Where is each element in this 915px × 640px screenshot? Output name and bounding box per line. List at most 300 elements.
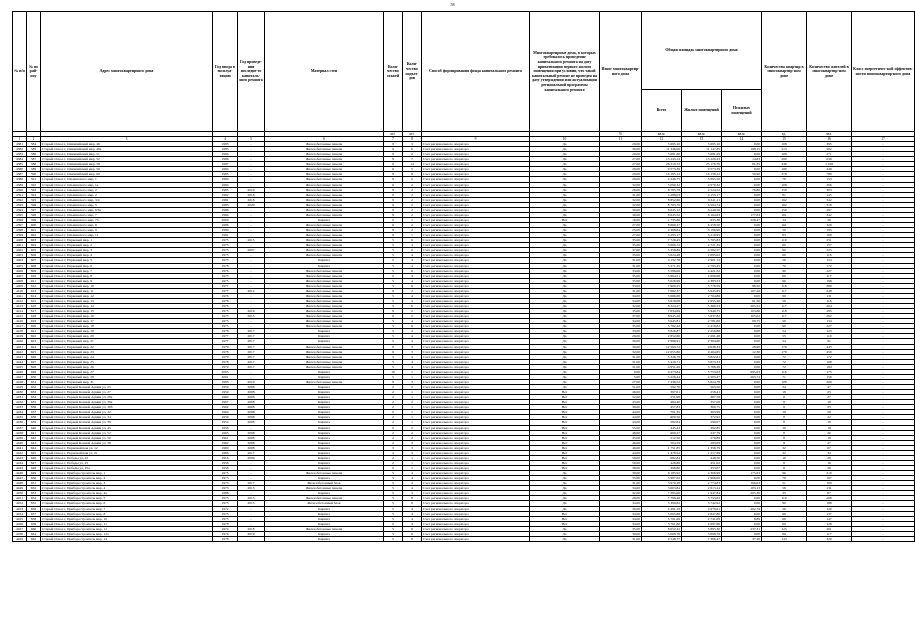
table-cell: 15 229,23 [682, 157, 722, 162]
column-number-cell: 2 [27, 137, 41, 142]
table-cell: 1962 [213, 440, 238, 445]
table-cell: 3 [384, 445, 403, 450]
table-cell: - [852, 334, 915, 339]
table-cell: 14 [762, 217, 807, 222]
table-cell: 137 [807, 511, 852, 516]
table-cell: Нет [530, 445, 600, 450]
table-cell: 248 [807, 288, 852, 293]
table-cell: 4458 [13, 531, 27, 536]
table-cell: 150 [807, 374, 852, 379]
table-cell: Старый Оскол г, Парковый мкр, 6 [41, 263, 213, 268]
table-cell: 31,00 [600, 536, 642, 541]
table-cell: 4 152,78 [642, 258, 682, 263]
table-cell: 4 419,82 [682, 324, 722, 329]
table-cell: Железобетонные панели [265, 207, 384, 212]
table-cell: - [852, 263, 915, 268]
header-area-total: Всего [642, 90, 682, 132]
table-cell: 35,00 [600, 309, 642, 314]
table-cell: 56 [762, 258, 807, 263]
table-cell: - [238, 258, 265, 263]
table-cell: Да [530, 253, 600, 258]
table-cell: Да [530, 531, 600, 536]
table-cell: 618 [27, 314, 41, 319]
table-cell: Да [530, 167, 600, 172]
table-cell: Старый Оскол г, Первой Конной Армии ул, 27 [41, 390, 213, 395]
table-cell: 2 [403, 212, 422, 217]
table-cell: 103,86 [722, 309, 762, 314]
table-cell: 0,00 [722, 511, 762, 516]
table-cell: 4403 [13, 253, 27, 258]
table-cell: 262 [807, 314, 852, 319]
table-cell: 279,89 [682, 435, 722, 440]
table-cell: 563,50 [682, 385, 722, 390]
table-cell: Счет регионального оператора [422, 147, 530, 152]
table-cell: 0,00 [722, 202, 762, 207]
table-cell: 2 980,91 [642, 339, 682, 344]
table-cell: 8 124,27 [642, 304, 682, 309]
table-cell: 119 [762, 496, 807, 501]
table-cell: - [852, 521, 915, 526]
table-cell: 5 [384, 486, 403, 491]
table-cell: 1978 [213, 263, 238, 268]
table-cell: Счет регионального оператора [422, 233, 530, 238]
table-cell: Железобетонные панели [265, 167, 384, 172]
table-cell: 9 [384, 288, 403, 293]
table-cell: 37,00 [600, 314, 642, 319]
table-cell: 1973 [213, 486, 238, 491]
table-cell: Кирпич [265, 516, 384, 521]
table-cell: 1975 [213, 253, 238, 258]
table-cell: 642 [27, 435, 41, 440]
table-cell: Старый Оскол г, Парковый мкр, 24 [41, 354, 213, 359]
table-cell: 5 776,59 [682, 283, 722, 288]
table-cell: 661 [27, 531, 41, 536]
table-cell: 2 [384, 430, 403, 435]
table-cell: 2018 [238, 192, 265, 197]
table-cell: Нет [530, 511, 600, 516]
table-cell: Счет регионального оператора [422, 410, 530, 415]
table-cell: Железобетонные панели [265, 293, 384, 298]
table-cell: Старый Оскол г, Олимпийский мкр, 60 [41, 172, 213, 177]
table-cell: 4427 [13, 374, 27, 379]
table-cell: 2008 [238, 415, 265, 420]
table-cell: 4453 [13, 506, 27, 511]
table-cell: 237,31 [722, 526, 762, 531]
table-cell: 1974 [213, 526, 238, 531]
table-cell: 1975 [213, 324, 238, 329]
table-cell: 1975 [213, 238, 238, 243]
table-cell: 5 [384, 501, 403, 506]
table-cell: Кирпич [265, 440, 384, 445]
table-cell: 4394 [13, 207, 27, 212]
table-cell: Да [530, 329, 600, 334]
table-cell: - [852, 344, 915, 349]
table-cell: 9 [384, 147, 403, 152]
table-cell: - [238, 243, 265, 248]
table-cell: Железобетонные панели [265, 248, 384, 253]
table-cell: Старый Оскол г, Парковый мкр, 23 [41, 349, 213, 354]
header-privatization-repair: Многоквартирные дома, в которых требовалось проведение капитального ремонта на дату приватизации первого жилого помещения при условии, что такой капитальный ремонт не проведен на дату утверждения или актуализации региональной программы капитального ремонта [530, 12, 600, 132]
table-cell: 9 [384, 349, 403, 354]
table-cell: Нет [530, 390, 600, 395]
table-cell: 9,00 [600, 369, 642, 374]
table-cell: 34,00 [600, 319, 642, 324]
table-cell: 5 [384, 238, 403, 243]
table-cell: 5 596,06 [642, 268, 682, 273]
table-cell: Счет регионального оператора [422, 238, 530, 243]
table-cell: 1 358,79 [682, 445, 722, 450]
unit-cell: ед. [762, 132, 807, 137]
table-cell: Старый Оскол г, Парковый мкр, 22 [41, 344, 213, 349]
table-cell: 2017 [238, 450, 265, 455]
table-cell: 227 [807, 324, 852, 329]
column-number-cell: 6 [265, 137, 384, 142]
table-cell: 1985 [213, 172, 238, 177]
table-cell: 4434 [13, 410, 27, 415]
table-cell: 227 [807, 268, 852, 273]
table-cell: 3 [403, 349, 422, 354]
table-cell: Счет регионального оператора [422, 263, 530, 268]
table-cell: 9 464,65 [682, 349, 722, 354]
table-cell: 5 [384, 506, 403, 511]
table-cell: 0,00 [722, 197, 762, 202]
table-cell: Старый Оскол г, Парковый мкр, 8 [41, 273, 213, 278]
table-cell: Старый Оскол г, Победы ул, 25а [41, 466, 213, 471]
table-cell: 2 304,60 [682, 339, 722, 344]
table-cell: - [852, 223, 915, 228]
table-cell: Да [530, 369, 600, 374]
table-cell: 4425 [13, 364, 27, 369]
table-cell: - [238, 298, 265, 303]
table-cell: 26 310,72 [642, 162, 682, 167]
table-cell: 2018 [238, 526, 265, 531]
table-cell: 3 895,50 [682, 177, 722, 182]
column-number-cell: 1 [13, 137, 27, 142]
table-cell: 4 [403, 273, 422, 278]
table-cell: 46,00 [600, 440, 642, 445]
table-cell: 108 [762, 182, 807, 187]
table-cell: 587 [27, 157, 41, 162]
table-cell: 1 [403, 420, 422, 425]
table-cell: Железобетонные панели [265, 152, 384, 157]
table-cell: 4399 [13, 233, 27, 238]
table-cell: 27 [807, 395, 852, 400]
table-cell: 648 [27, 466, 41, 471]
table-cell: 4445 [13, 466, 27, 471]
table-cell: 2017 [238, 349, 265, 354]
table-cell: 2017 [238, 339, 265, 344]
table-cell: 303 [807, 187, 852, 192]
table-cell: 90 [762, 268, 807, 273]
table-cell: 4459 [13, 536, 27, 541]
table-cell: 4 [403, 258, 422, 263]
table-cell: 180 [762, 167, 807, 172]
table-cell: 2 [403, 177, 422, 182]
table-cell: 1960 [213, 395, 238, 400]
table-cell: 0,00 [722, 192, 762, 197]
table-cell: Да [530, 501, 600, 506]
table-cell: 1979 [213, 354, 238, 359]
column-number-cell: 13 [682, 137, 722, 142]
table-cell: 9 [384, 142, 403, 147]
table-cell: 628 [27, 364, 41, 369]
table-cell: 5 [384, 304, 403, 309]
table-cell: Да [530, 228, 600, 233]
table-cell: 46,00 [600, 445, 642, 450]
table-cell: 9 [384, 309, 403, 314]
table-cell: 51,00 [600, 385, 642, 390]
table-cell: 60 [762, 293, 807, 298]
table-cell: 118 [807, 298, 852, 303]
table-cell: - [238, 511, 265, 516]
table-cell: 5 624,78 [682, 379, 722, 384]
table-cell: 7 682,37 [642, 288, 682, 293]
table-cell: 1 [403, 217, 422, 222]
table-cell: 2 [403, 288, 422, 293]
table-cell: Старый Оскол г, Парковый мкр, 31 [41, 379, 213, 384]
table-cell: 162 [762, 197, 807, 202]
table-cell: 2015 [238, 486, 265, 491]
table-cell: Старый Оскол г, Первой Конной Армии ул, 25 [41, 385, 213, 390]
unit-cell: кв.м. [722, 132, 762, 137]
table-cell: 7 366,47 [682, 536, 722, 541]
table-cell: Счет регионального оператора [422, 288, 530, 293]
table-cell: Да [530, 238, 600, 243]
table-cell: 1 [403, 233, 422, 238]
table-cell: Старый Оскол г, Приборостроитель мкр, 4а [41, 491, 213, 496]
table-cell: - [238, 283, 265, 288]
table-cell: 9 [384, 379, 403, 384]
table-cell: - [238, 152, 265, 157]
table-cell: Железобетонные панели [265, 278, 384, 283]
table-cell: 625 [27, 349, 41, 354]
table-cell: Счет регионального оператора [422, 466, 530, 471]
table-cell: 4384 [13, 157, 27, 162]
table-cell: 2 [384, 385, 403, 390]
table-cell: 76,80 [722, 187, 762, 192]
table-cell: Старый Оскол г, Парковый мкр, 2 [41, 243, 213, 248]
table-cell: 161 [762, 212, 807, 217]
table-cell: 621 [27, 329, 41, 334]
table-cell: Железобетонный блок [265, 481, 384, 486]
table-cell: 5 [384, 374, 403, 379]
table-cell: 9 [384, 172, 403, 177]
table-cell: 117 [762, 304, 807, 309]
table-cell: 3 609,72 [642, 243, 682, 248]
table-cell: 27,00 [600, 223, 642, 228]
table-cell: - [852, 405, 915, 410]
table-cell: Старый Оскол г, Парковый мкр, 3 [41, 248, 213, 253]
table-cell: 780 [807, 172, 852, 177]
table-cell: Старый Оскол г, Приборостроитель мкр, 11 [41, 521, 213, 526]
table-cell: 34,00 [600, 486, 642, 491]
table-cell: 9 [384, 162, 403, 167]
table-cell: Кирпич [265, 374, 384, 379]
table-cell: 592 [27, 182, 41, 187]
table-cell: 2 [384, 425, 403, 430]
table-cell: 8 703,76 [642, 202, 682, 207]
table-cell: 357,08 [682, 400, 722, 405]
table-cell: Да [530, 354, 600, 359]
table-cell: 4433 [13, 405, 27, 410]
table-cell: - [238, 217, 265, 222]
table-cell: 29,00 [600, 177, 642, 182]
table-cell: 4412 [13, 298, 27, 303]
table-cell: 608 [27, 263, 41, 268]
table-cell: 35,00 [600, 278, 642, 283]
table-cell: 0,00 [722, 440, 762, 445]
table-cell: 2 655,26 [682, 298, 722, 303]
table-cell: Железобетонные панели [265, 223, 384, 228]
table-cell: 669,27 [642, 430, 682, 435]
table-cell: 585 [27, 147, 41, 152]
table-cell: 0,00 [722, 152, 762, 157]
table-cell: Счет регионального оператора [422, 430, 530, 435]
table-cell: 4 246,75 [642, 177, 682, 182]
table-cell: 1973 [213, 476, 238, 481]
table-cell: 28,90 [722, 344, 762, 349]
table-cell: Да [530, 319, 600, 324]
table-cell: - [852, 440, 915, 445]
table-cell: 6 594,74 [682, 202, 722, 207]
table-cell: Счет регионального оператора [422, 536, 530, 541]
table-cell: 504,59 [642, 440, 682, 445]
table-cell: 2 847,80 [682, 511, 722, 516]
table-cell: 445,43 [642, 425, 682, 430]
table-cell: 32 [762, 450, 807, 455]
table-cell: 4401 [13, 243, 27, 248]
table-cell: 145 [807, 192, 852, 197]
table-cell: 39,00 [600, 405, 642, 410]
table-cell: - [852, 496, 915, 501]
table-cell: 363,99 [682, 410, 722, 415]
table-cell: 11 147,85 [682, 147, 722, 152]
table-cell: 4404 [13, 258, 27, 263]
table-cell: - [852, 314, 915, 319]
table-cell: 4 970,32 [682, 182, 722, 187]
table-cell: 2 906,00 [682, 476, 722, 481]
table-cell: 582 [807, 147, 852, 152]
table-cell: 46,00 [600, 390, 642, 395]
table-cell: 0,00 [722, 531, 762, 536]
table-cell: 5 [384, 476, 403, 481]
table-cell: 4 [403, 298, 422, 303]
table-cell: 8 052,42 [642, 526, 682, 531]
table-cell: Старый Оскол г, Парковый мкр, 15 [41, 309, 213, 314]
table-cell: 60 [762, 273, 807, 278]
table-cell: 4 582,57 [682, 248, 722, 253]
table-cell: 52,00 [600, 395, 642, 400]
table-cell: 1958 [213, 460, 238, 465]
table-cell: 2009 [238, 455, 265, 460]
header-year-built: Год ввода в эксплуа-тацию [213, 12, 238, 132]
table-cell: 398,80 [642, 466, 682, 471]
table-cell: Кирпич [265, 415, 384, 420]
table-cell: 8 660,27 [642, 223, 682, 228]
unit-cell: шт. [384, 132, 403, 137]
table-cell: 320 [807, 536, 852, 541]
table-cell: 2 613,24 [682, 486, 722, 491]
table-cell: 597 [27, 207, 41, 212]
table-cell: 5 226,44 [642, 374, 682, 379]
table-cell: Старый Оскол г, Приборостроитель мкр, 8 [41, 511, 213, 516]
table-cell: 103,13 [722, 486, 762, 491]
table-cell: 5 [384, 253, 403, 258]
table-cell: 1979 [213, 344, 238, 349]
table-cell: 1975 [213, 314, 238, 319]
table-cell: 7 900,25 [642, 283, 682, 288]
table-cell: 1985 [213, 187, 238, 192]
table-cell: Кирпич [265, 369, 384, 374]
table-cell: 629 [27, 369, 41, 374]
table-cell: 551,96 [642, 395, 682, 400]
table-cell: 4406 [13, 268, 27, 273]
table-cell: 2017 [238, 359, 265, 364]
table-cell: Старый Оскол г, Приборостроитель мкр, 14 [41, 536, 213, 541]
table-cell: 457,83 [642, 405, 682, 410]
table-cell: Да [530, 207, 600, 212]
unit-cell: чел. [807, 132, 852, 137]
table-cell: Счет регионального оператора [422, 228, 530, 233]
table-cell: - [238, 207, 265, 212]
table-cell: 26 [807, 430, 852, 435]
table-cell: - [852, 430, 915, 435]
table-cell: 4 [403, 471, 422, 476]
table-cell: Железобетонные панели [265, 496, 384, 501]
table-cell: - [238, 268, 265, 273]
table-cell: 31,00 [600, 364, 642, 369]
table-cell: 27 [807, 440, 852, 445]
table-cell: 4419 [13, 334, 27, 339]
table-cell: 25 [807, 405, 852, 410]
table-cell: Кирпич [265, 466, 384, 471]
table-cell: 1985 [213, 142, 238, 147]
table-cell: Железобетонные панели [265, 238, 384, 243]
table-cell: 1 947,84 [682, 491, 722, 496]
table-cell: 2 [403, 192, 422, 197]
table-cell: 611 [27, 278, 41, 283]
table-cell: Старый Оскол г, Ольминского мкр, 11 [41, 233, 213, 238]
table-cell: 4 491,19 [642, 506, 682, 511]
table-cell: - [852, 177, 915, 182]
table-cell: 4 153,17 [682, 192, 722, 197]
table-cell: Счет регионального оператора [422, 354, 530, 359]
table-cell: Да [530, 192, 600, 197]
table-cell: 484,40 [642, 400, 682, 405]
table-cell: 69,75 [722, 319, 762, 324]
table-cell: 30,00 [600, 344, 642, 349]
table-cell: 0,00 [722, 521, 762, 526]
table-cell: Железобетонные панели [265, 197, 384, 202]
table-cell: Да [530, 223, 600, 228]
table-cell: 5 [384, 491, 403, 496]
table-cell: 2017 [238, 334, 265, 339]
table-cell: Старый Оскол г, Приборостроитель мкр, 2 [41, 476, 213, 481]
table-cell: 7 834,69 [642, 309, 682, 314]
table-cell: Кирпич [265, 405, 384, 410]
table-cell: 4414 [13, 309, 27, 314]
table-cell: - [238, 157, 265, 162]
table-cell: 107,26 [722, 288, 762, 293]
table-cell: Счет регионального оператора [422, 202, 530, 207]
table-cell: 2005 [213, 369, 238, 374]
table-cell: 107 [807, 476, 852, 481]
table-cell: 32,00 [600, 197, 642, 202]
table-cell: 2 [403, 187, 422, 192]
table-cell: 4 [384, 450, 403, 455]
table-cell: 1975 [213, 278, 238, 283]
table-cell: 1976 [213, 531, 238, 536]
